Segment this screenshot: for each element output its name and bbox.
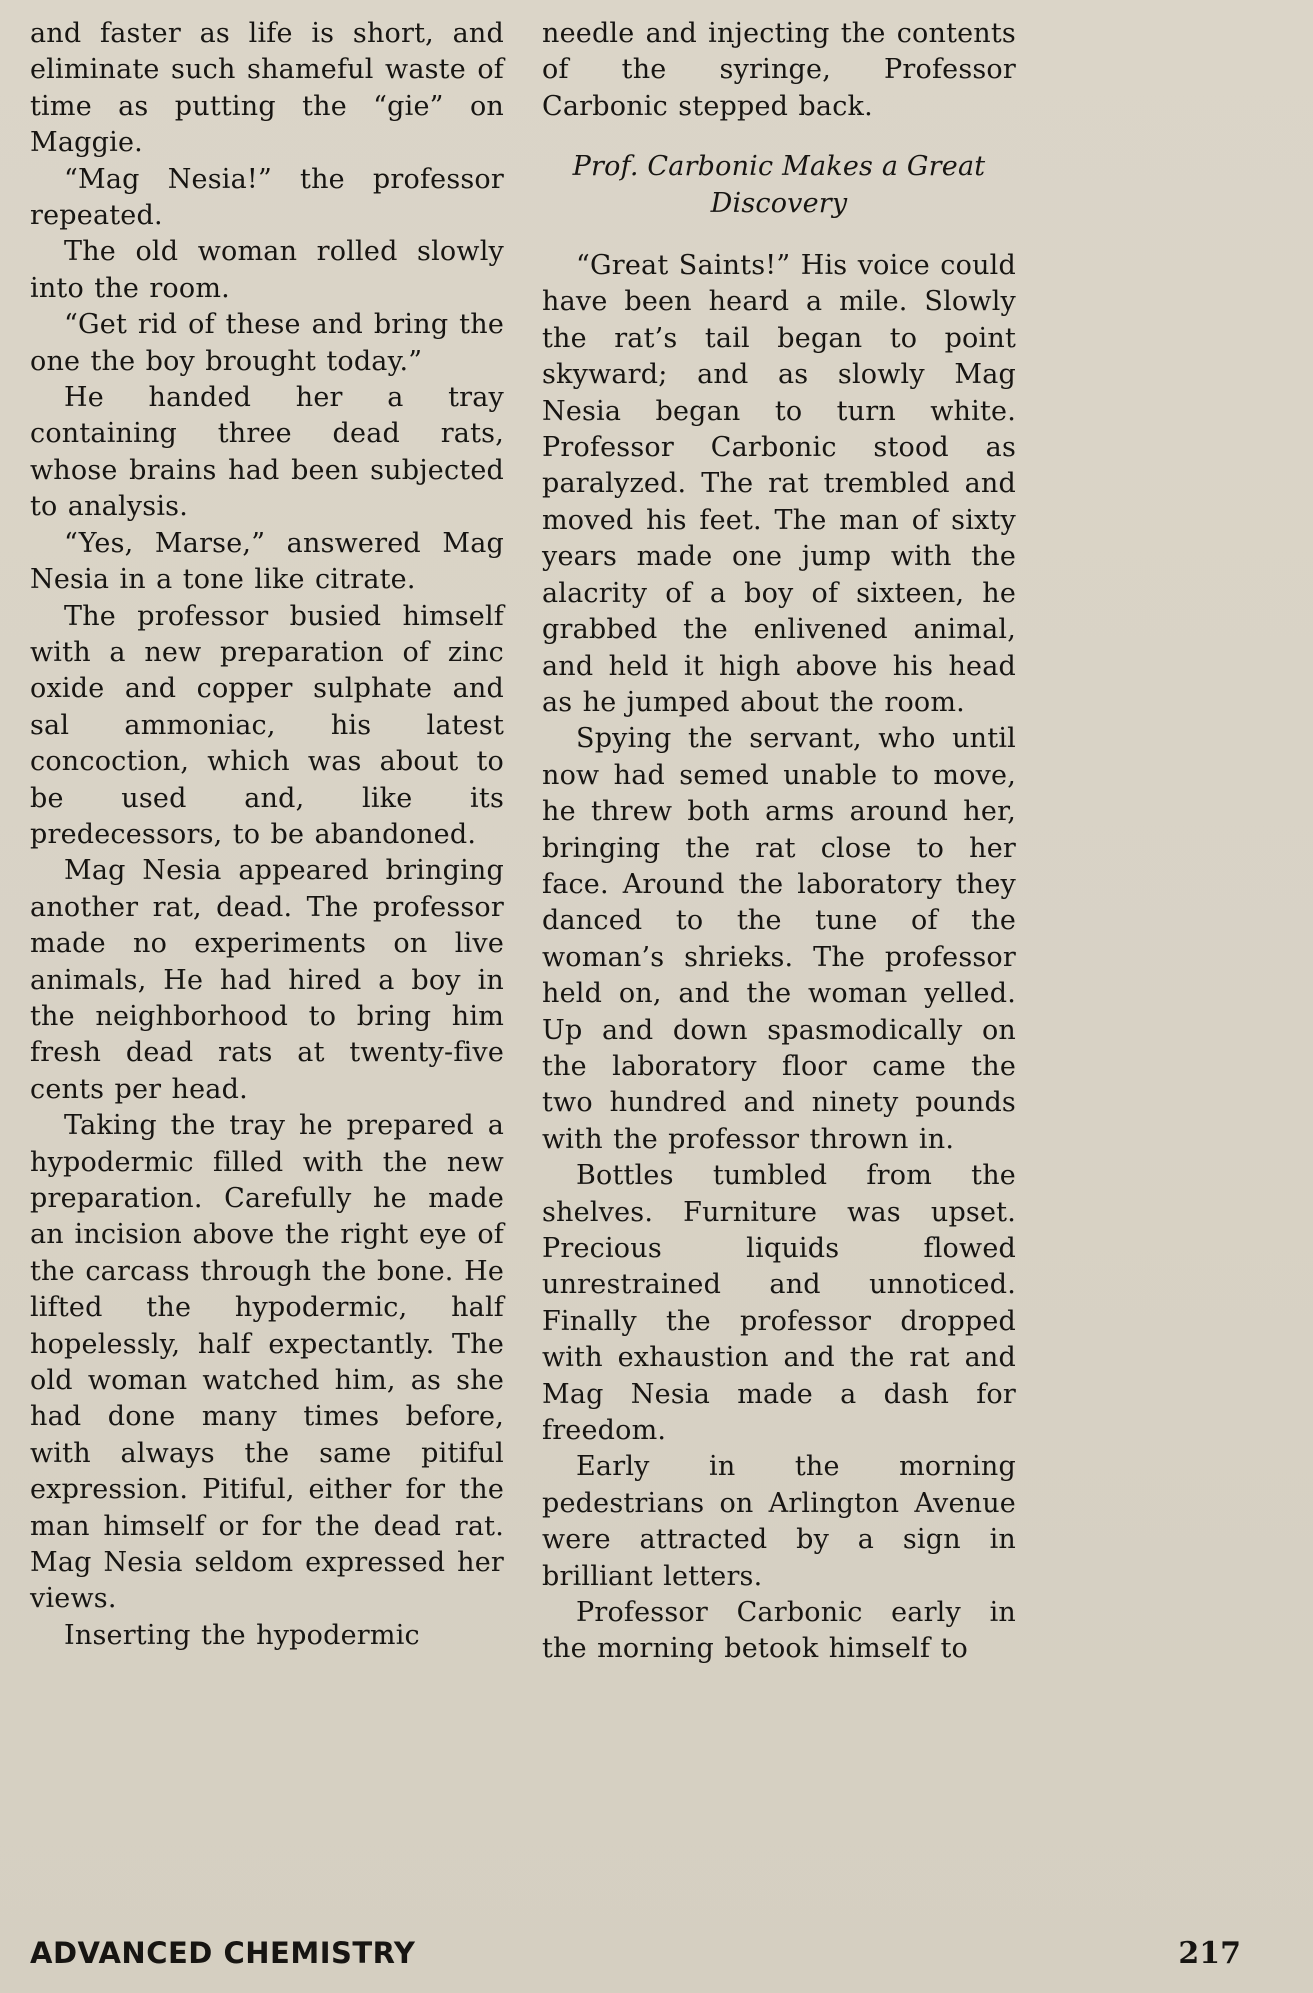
paragraph: The professor busied himself with a new preparation of zinc oxide and copper sulphate and sal ammoniac, his latest concoction, which was about to be used and, like its predecessors, to be abandoned. [30,600,504,850]
paragraph: needle and injecting the contents of the syringe, Professor Carbonic stepped back. [542,18,1016,122]
paragraph: “Get rid of these and bring the one the boy brought today.” [30,309,504,377]
paragraph: and faster as life is short, and eliminate such shameful waste of time as putting the “gie” on Maggie. [30,18,504,159]
page-footer [30,1926,1283,1971]
paragraph: Inserting the hypodermic [64,1619,420,1651]
paragraph: Spying the servant, who until now had semed unable to move, he threw both arms around her, bringing the rat close to her face. Around the laboratory they danced to the tune of the woman’s shrieks. The professor held on, and the woman yelled. Up and down spasmodically on the laboratory floor came the two hundred and ninety pounds with the professor thrown in. [542,723,1016,1155]
paragraph: Professor Carbonic early in the morning betook himself to [542,1597,1016,1665]
running-title: ADVANCED CHEMISTRY [30,1936,416,1970]
paragraph: Bottles tumbled from the shelves. Furniture was upset. Precious liquids flowed unrestrained and unnoticed. Finally the professor dropped with exhaustion and the rat and Mag Nesia made a dash for freedom. [542,1160,1016,1447]
paragraph: “Yes, Marse,” answered Mag Nesia in a tone like citrate. [30,527,504,596]
paragraph: “Great Saints!” His voice could have been heard a mile. Slowly the rat’s tail began to point skyward; and as slowly Mag Nesia began to turn white. Professor Carbonic stood as paralyzed. The rat trembled and moved his feet. The man of sixty years made one jump with the alacrity of a boy of sixteen, he grabbed the enlivened animal, and held it high above his head as he jumped about the room. [542,250,1016,718]
paragraph: Early in the morning pedestrians on Arlington Avenue were attracted by a sign in brilliant letters. [542,1451,1016,1592]
section-heading: Prof. Carbonic Makes a Great Discovery [572,151,986,219]
paragraph: He handed her a tray containing three dead rats, whose brains had been subjected to analysis. [30,382,504,523]
two-column-text [30,16,1283,1926]
paragraph: The old woman rolled slowly into the room. [30,236,504,304]
paragraph: Taking the tray he prepared a hypodermic filled with the new preparation. Carefully he made an incision above the right eye of the carcass through the bone. He lifted the hypodermic, half hopelessly, half expectantly. The old woman watched him, as she had done many times before, with always the same pitiful expression. Pitiful, either for the man himself or for the dead rat. Mag Nesia seldom expressed her views. [30,1110,504,1615]
left-column [30,16,504,1654]
paragraph: “Mag Nesia!” the professor repeated. [30,163,504,232]
page-number: 217 [1178,1936,1241,1971]
right-column [542,16,1016,1668]
paragraph: Mag Nesia appeared bringing another rat, dead. The professor made no experiments on live animals, He had hired a boy in the neighborhood to bring him fresh dead rats at twenty-five cents per head. [30,855,504,1105]
